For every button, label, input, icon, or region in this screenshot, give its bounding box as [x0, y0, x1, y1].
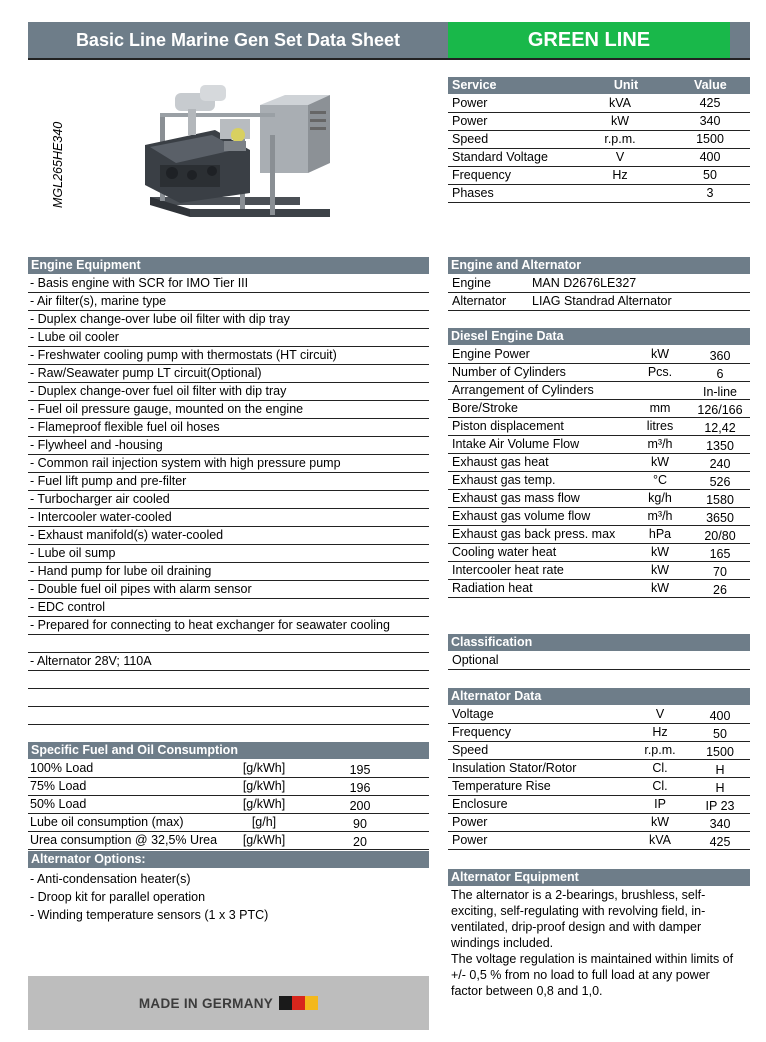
- alternator-param-unit: r.p.m.: [644, 743, 676, 757]
- alternator-param-label: Power: [452, 815, 488, 829]
- engine-param-unit: hPa: [648, 527, 672, 541]
- alternator-equipment-line: ventilated, drip-proof design and with damper: [451, 920, 702, 934]
- engine-param-value: 1580: [706, 493, 734, 507]
- fuel-consumption-row: [28, 778, 429, 796]
- alternator-data-header: Alternator Data: [448, 688, 750, 705]
- consumption-value: 20: [353, 835, 367, 849]
- service-label: Speed: [452, 132, 489, 146]
- classification-value: Optional: [452, 653, 499, 667]
- alternator-param-label: Voltage: [452, 707, 494, 721]
- engine-equipment-row: [28, 329, 429, 347]
- engine-param-unit: m³/h: [647, 509, 673, 523]
- service-value: 400: [699, 150, 721, 164]
- engine-equipment-item: - Common rail injection system with high pressure pump: [30, 456, 341, 470]
- alternator-param-label: Insulation Stator/Rotor: [452, 761, 577, 775]
- fuel-consumption-row: [28, 796, 429, 814]
- engine-equipment-row: [28, 455, 429, 473]
- alternator-data-row: [448, 760, 750, 778]
- engine-equipment-item: - Fuel oil pressure gauge, mounted on the engine: [30, 402, 304, 416]
- fuel-consumption-row: [28, 814, 429, 832]
- engine-equipment-item: - EDC control: [30, 600, 106, 614]
- model-code-vertical: [42, 110, 72, 210]
- engine-param-unit: kW: [650, 581, 670, 595]
- model-code: MGL265HE340: [51, 121, 65, 208]
- service-value: 1500: [696, 132, 724, 146]
- engine-param-label: Arrangement of Cylinders: [452, 383, 594, 397]
- engine-equipment-row: [28, 473, 429, 491]
- engine-equipment-item: - Lube oil cooler: [30, 330, 119, 344]
- diesel-engine-row: [448, 382, 750, 400]
- engine-equipment-item: - Exhaust manifold(s) water-cooled: [30, 528, 224, 542]
- service-row: [448, 131, 750, 149]
- alternator-param-label: Speed: [452, 743, 489, 757]
- engine-param-unit: litres: [646, 419, 674, 433]
- diesel-engine-row: [448, 454, 750, 472]
- alternator-options-list: [30, 870, 430, 924]
- engine-equipment-item: - Flywheel and -housing: [30, 438, 163, 452]
- alternator-param-value: 50: [713, 727, 727, 741]
- engine-param-label: Exhaust gas temp.: [452, 473, 556, 487]
- made-in-label: MADE IN GERMANY: [138, 995, 274, 1011]
- service-col-label: Service: [452, 78, 497, 92]
- service-unit: kVA: [609, 96, 631, 110]
- engine-equipment-row: [28, 617, 429, 635]
- service-value: 3: [706, 186, 714, 200]
- diesel-engine-row: [448, 472, 750, 490]
- engine-equipment-row: [28, 491, 429, 509]
- engine-equipment-item: - Prepared for connecting to heat exchanger for seawater cooling: [30, 618, 390, 632]
- engine-equipment-item: - Hand pump for lube oil draining: [30, 564, 212, 578]
- consumption-value: 195: [349, 763, 371, 777]
- engine-param-value: 165: [709, 547, 731, 561]
- engine-param-label: Exhaust gas volume flow: [452, 509, 591, 523]
- alternator-param-value: IP 23: [705, 799, 735, 813]
- diesel-engine-row: [448, 346, 750, 364]
- service-label: Power: [452, 114, 488, 128]
- engine-alternator-row: [448, 293, 750, 311]
- alternator-equipment-line: The alternator is a 2-bearings, brushless, self-: [451, 888, 706, 902]
- alternator-data-row: [448, 724, 750, 742]
- engine-equipment-row: [28, 347, 429, 365]
- product-line-badge: GREEN LINE: [448, 22, 730, 58]
- engine-param-label: Exhaust gas back press. max: [452, 527, 616, 541]
- alternator-param-value: H: [715, 781, 725, 795]
- alternator-equipment-line: exciting, self-regulating with revolving field, in-: [451, 904, 706, 918]
- engine-param-label: Piston displacement: [452, 419, 564, 433]
- engine-param-label: Intercooler heat rate: [452, 563, 564, 577]
- engine-equipment-row: [28, 671, 429, 689]
- alternator-equipment-header: Alternator Equipment: [448, 869, 750, 886]
- engine-param-label: Intake Air Volume Flow: [452, 437, 580, 451]
- alternator-param-value: 340: [709, 817, 731, 831]
- diesel-engine-row: [448, 436, 750, 454]
- engine-param-unit: kW: [650, 563, 670, 577]
- engine-param-label: Cooling water heat: [452, 545, 557, 559]
- engine-equipment-row: [28, 527, 429, 545]
- diesel-engine-row: [448, 364, 750, 382]
- service-value: 50: [703, 168, 717, 182]
- engine-equipment-item: - Lube oil sump: [30, 546, 116, 560]
- alternator-equipment-line: windings included.: [451, 936, 554, 950]
- engine-param-value: 26: [713, 583, 727, 597]
- service-unit: kW: [610, 114, 630, 128]
- genset-illustration: [120, 75, 340, 235]
- engine-param-unit: °C: [652, 473, 668, 487]
- unit-col-label: Unit: [613, 78, 639, 92]
- consumption-unit: [g/kWh]: [242, 779, 286, 793]
- engine-param-value: 70: [713, 565, 727, 579]
- engine-param-label: Bore/Stroke: [452, 401, 519, 415]
- engine-equipment-item: - Turbocharger air cooled: [30, 492, 170, 506]
- alternator-data-row: [448, 778, 750, 796]
- engine-param-unit: m³/h: [647, 437, 673, 451]
- german-flag-icon: [279, 996, 318, 1010]
- engine-equipment-item: - Raw/Seawater pump LT circuit(Optional): [30, 366, 262, 380]
- consumption-label: Urea consumption @ 32,5% Urea: [30, 833, 218, 847]
- engine-param-unit: kW: [650, 545, 670, 559]
- engine-equipment-row: [28, 401, 429, 419]
- diesel-engine-row: [448, 418, 750, 436]
- sheet-title: Basic Line Marine Gen Set Data Sheet: [28, 22, 448, 58]
- engine-param-unit: mm: [649, 401, 671, 415]
- fuel-consumption-row: [28, 832, 429, 850]
- service-label: Standard Voltage: [452, 150, 548, 164]
- service-row: [448, 95, 750, 113]
- alternator-param-label: Enclosure: [452, 797, 508, 811]
- engine-equipment-row: [28, 437, 429, 455]
- consumption-label: 100% Load: [30, 761, 94, 775]
- consumption-label: 75% Load: [30, 779, 87, 793]
- engine-equipment-row: [28, 653, 429, 671]
- alternator-option-item: - Anti-condensation heater(s): [30, 872, 191, 886]
- service-row: [448, 149, 750, 167]
- engine-param-value: 12,42: [704, 421, 736, 435]
- service-unit: V: [615, 150, 625, 164]
- engine-param-value: 526: [709, 475, 731, 489]
- engine-param-value: 1350: [706, 439, 734, 453]
- fuel-consumption-header: Specific Fuel and Oil Consumption: [28, 742, 429, 759]
- consumption-value: 90: [353, 817, 367, 831]
- engine-param-label: Radiation heat: [452, 581, 533, 595]
- fuel-consumption-row: [28, 760, 429, 778]
- consumption-unit: [g/kWh]: [242, 797, 286, 811]
- engine-param-value: 3650: [706, 511, 734, 525]
- engine-equipment-item: - Intercooler water-cooled: [30, 510, 172, 524]
- alternator-param-unit: kW: [650, 815, 670, 829]
- consumption-value: 196: [349, 781, 371, 795]
- consumption-unit: [g/h]: [251, 815, 277, 829]
- service-unit: Hz: [612, 168, 628, 182]
- engine-equipment-row: [28, 563, 429, 581]
- engine-equipment-item: - Freshwater cooling pump with thermostats (HT circuit): [30, 348, 337, 362]
- alternator-param-value: 1500: [706, 745, 734, 759]
- service-unit: r.p.m.: [604, 132, 636, 146]
- engine-param-unit: kg/h: [648, 491, 672, 505]
- component-label: Engine: [452, 276, 491, 290]
- engine-equipment-row: [28, 509, 429, 527]
- alternator-equipment-line: The voltage regulation is maintained within limits of: [451, 952, 734, 966]
- alternator-param-unit: Cl.: [652, 761, 668, 775]
- engine-equipment-header: Engine Equipment: [28, 257, 429, 274]
- engine-param-unit: Pcs.: [647, 365, 673, 379]
- engine-param-unit: kW: [650, 347, 670, 361]
- service-row: [448, 113, 750, 131]
- consumption-label: Lube oil consumption (max): [30, 815, 184, 829]
- engine-equipment-row: [28, 383, 429, 401]
- alternator-param-unit: Hz: [652, 725, 668, 739]
- alternator-option-item: - Droop kit for parallel operation: [30, 890, 206, 904]
- engine-param-value: 240: [709, 457, 731, 471]
- alternator-param-label: Power: [452, 833, 488, 847]
- consumption-unit: [g/kWh]: [242, 833, 286, 847]
- classification-row: [448, 652, 750, 670]
- engine-equipment-row: [28, 635, 429, 653]
- service-row: [448, 185, 750, 203]
- made-in-germany-banner: [28, 976, 429, 1030]
- engine-equipment-item: - Duplex change-over lube oil filter with dip tray: [30, 312, 290, 326]
- engine-equipment-row: [28, 275, 429, 293]
- alternator-data-row: [448, 832, 750, 850]
- engine-equipment-item: - Basis engine with SCR for IMO Tier III: [30, 276, 249, 290]
- engine-equipment-row: [28, 581, 429, 599]
- diesel-engine-row: [448, 580, 750, 598]
- service-table-header: [448, 77, 750, 94]
- engine-param-unit: kW: [650, 455, 670, 469]
- engine-equipment-item: - Flameproof flexible fuel oil hoses: [30, 420, 220, 434]
- engine-alternator-row: [448, 275, 750, 293]
- diesel-engine-row: [448, 508, 750, 526]
- component-label: Alternator: [452, 294, 507, 308]
- alternator-data-row: [448, 796, 750, 814]
- diesel-engine-row: [448, 544, 750, 562]
- engine-equipment-row: [28, 419, 429, 437]
- alternator-param-value: 425: [709, 835, 731, 849]
- service-label: Frequency: [452, 168, 512, 182]
- engine-equipment-row: [28, 689, 429, 707]
- component-value: MAN D2676LE327: [532, 276, 637, 290]
- engine-equipment-item: - Alternator 28V; 110A: [30, 654, 152, 668]
- classification-header: Classification: [448, 634, 750, 651]
- engine-param-label: Exhaust gas mass flow: [452, 491, 580, 505]
- service-label: Phases: [452, 186, 494, 200]
- service-value: 425: [699, 96, 721, 110]
- alternator-param-label: Frequency: [452, 725, 512, 739]
- engine-equipment-item: - Duplex change-over fuel oil filter with dip tray: [30, 384, 287, 398]
- diesel-engine-row: [448, 490, 750, 508]
- diesel-engine-row: [448, 400, 750, 418]
- alternator-options-header: Alternator Options:: [28, 851, 429, 868]
- engine-equipment-row: [28, 293, 429, 311]
- alternator-equipment-line: factor between 0,8 and 1,0.: [451, 984, 603, 998]
- alternator-option-item: - Winding temperature sensors (1 x 3 PTC): [30, 908, 269, 922]
- engine-equipment-item: - Fuel lift pump and pre-filter: [30, 474, 187, 488]
- diesel-engine-row: [448, 562, 750, 580]
- engine-alternator-header: Engine and Alternator: [448, 257, 750, 274]
- engine-equipment-row: [28, 707, 429, 725]
- engine-param-value: 20/80: [704, 529, 736, 543]
- engine-equipment-row: [28, 311, 429, 329]
- engine-equipment-row: [28, 599, 429, 617]
- engine-param-label: Engine Power: [452, 347, 530, 361]
- alternator-param-unit: Cl.: [652, 779, 668, 793]
- alternator-param-unit: IP: [654, 797, 666, 811]
- diesel-engine-row: [448, 526, 750, 544]
- service-label: Power: [452, 96, 488, 110]
- engine-param-value: 360: [709, 349, 731, 363]
- alternator-param-label: Temperature Rise: [452, 779, 551, 793]
- service-value: 340: [699, 114, 721, 128]
- consumption-unit: [g/kWh]: [242, 761, 286, 775]
- alternator-data-row: [448, 814, 750, 832]
- alternator-param-value: H: [715, 763, 725, 777]
- alternator-equipment-line: +/- 0,5 % from no load to full load at any power: [451, 968, 710, 982]
- alternator-data-row: [448, 706, 750, 724]
- diesel-engine-header: Diesel Engine Data: [448, 328, 750, 345]
- value-col-label: Value: [694, 78, 727, 92]
- header-underline: [28, 22, 750, 60]
- engine-param-value: 6: [716, 367, 724, 381]
- consumption-label: 50% Load: [30, 797, 87, 811]
- service-row: [448, 167, 750, 185]
- engine-param-value: 126/166: [697, 403, 743, 417]
- alternator-param-unit: kVA: [649, 833, 671, 847]
- engine-equipment-item: - Double fuel oil pipes with alarm sensor: [30, 582, 252, 596]
- alternator-param-unit: V: [655, 707, 665, 721]
- alternator-equipment-text: [451, 887, 751, 999]
- consumption-value: 200: [349, 799, 371, 813]
- engine-param-value: In-line: [702, 385, 738, 399]
- engine-param-label: Number of Cylinders: [452, 365, 566, 379]
- alternator-param-value: 400: [709, 709, 731, 723]
- engine-param-label: Exhaust gas heat: [452, 455, 549, 469]
- alternator-data-row: [448, 742, 750, 760]
- engine-equipment-row: [28, 365, 429, 383]
- engine-equipment-row: [28, 545, 429, 563]
- engine-equipment-item: - Air filter(s), marine type: [30, 294, 167, 308]
- component-value: LIAG Standrad Alternator: [532, 294, 672, 308]
